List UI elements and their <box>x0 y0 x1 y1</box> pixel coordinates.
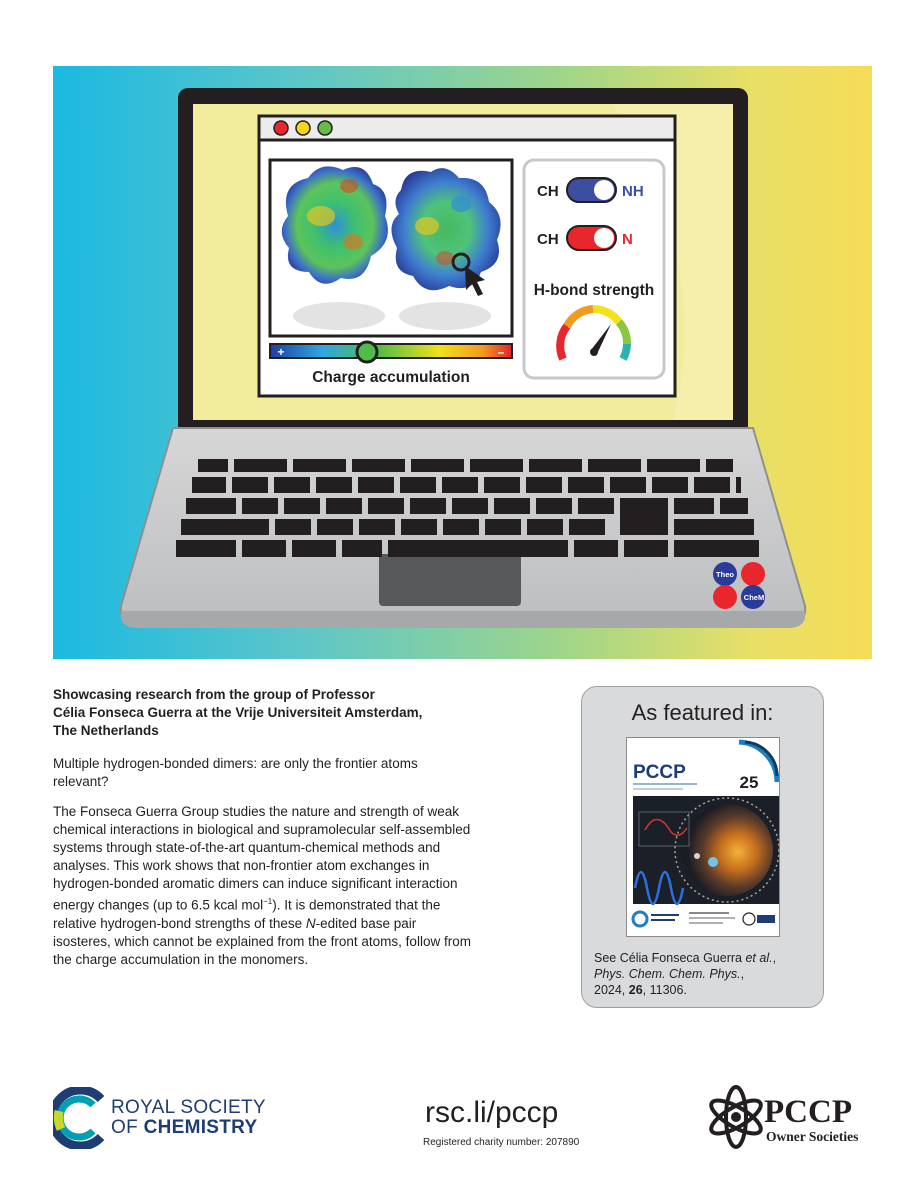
toggle-nh-label: NH <box>622 183 644 200</box>
cover-journal-title: PCCP <box>633 762 686 783</box>
gauge-label: H-bond strength <box>533 282 655 299</box>
featured-heading: As featured in: <box>631 700 774 725</box>
showcase-heading: Showcasing research from the group of Professor Célia Fonseca Guerra at the Vrije Universiteit Amsterdam, The Netherlands <box>53 687 423 738</box>
pccp-owner-societies-logo <box>706 1079 876 1155</box>
journal-cover-image <box>627 738 779 936</box>
colorbar-plus: + <box>277 345 285 359</box>
colorbar-minus: – <box>497 345 505 359</box>
charge-colorbar <box>270 344 512 358</box>
pccp-logo-subtext: Owner Societies <box>766 1129 859 1144</box>
window-maximize-dot <box>318 121 332 135</box>
rsc-wordmark: ROYAL SOCIETY OF CHEMISTRY <box>111 1097 266 1138</box>
journal-website-link[interactable]: rsc.li/pccp <box>425 1096 559 1129</box>
svg-text:CH: CH <box>537 231 559 248</box>
charity-number: Registered charity number: 207890 <box>423 1137 580 1148</box>
cover-illustration <box>53 66 872 659</box>
window-close-dot <box>274 121 288 135</box>
sticker-bottom: CheM <box>743 593 765 602</box>
toggle-n-label: N <box>622 231 633 248</box>
colorbar-slider <box>357 342 377 362</box>
sticker-top: Theo <box>716 570 734 579</box>
cover-anniversary: 25 <box>739 773 759 792</box>
rsc-logo-icon <box>53 1087 105 1149</box>
window-minimize-dot <box>296 121 310 135</box>
article-title: Multiple hydrogen-bonded dimers: are only the frontier atoms relevant? <box>53 756 418 789</box>
touchpad <box>379 554 521 606</box>
featured-in-box <box>581 686 824 1008</box>
colorbar-label: Charge accumulation <box>312 369 470 386</box>
citation: See Célia Fonseca Guerra et al., Phys. Chem. Chem. Phys., 2024, 26, 11306. <box>594 951 777 997</box>
article-summary: The Fonseca Guerra Group studies the nature and strength of weak chemical interactions in biological and supramolecular self-assembled systems through state-of-the-art quantum-chemical methods and analyses. This work shows that non-frontier atom exchanges in hydrogen-bonded aromatic dimers can induce significant interaction energy changes (up to 6.5 kcal mol$^{-1}$). It is demonstrated that the relative hydrogen-bond strengths of these N-edited base pair isosteres, which cannot be explained from the front atoms, follow from the charge accumulation in the monomers. <box>53 804 471 967</box>
journal-cover-thumbnail[interactable] <box>627 738 779 936</box>
svg-text:CH: CH <box>537 183 559 200</box>
laptop-illustration <box>53 66 872 659</box>
pccp-logo-text: PCCP <box>764 1094 852 1130</box>
